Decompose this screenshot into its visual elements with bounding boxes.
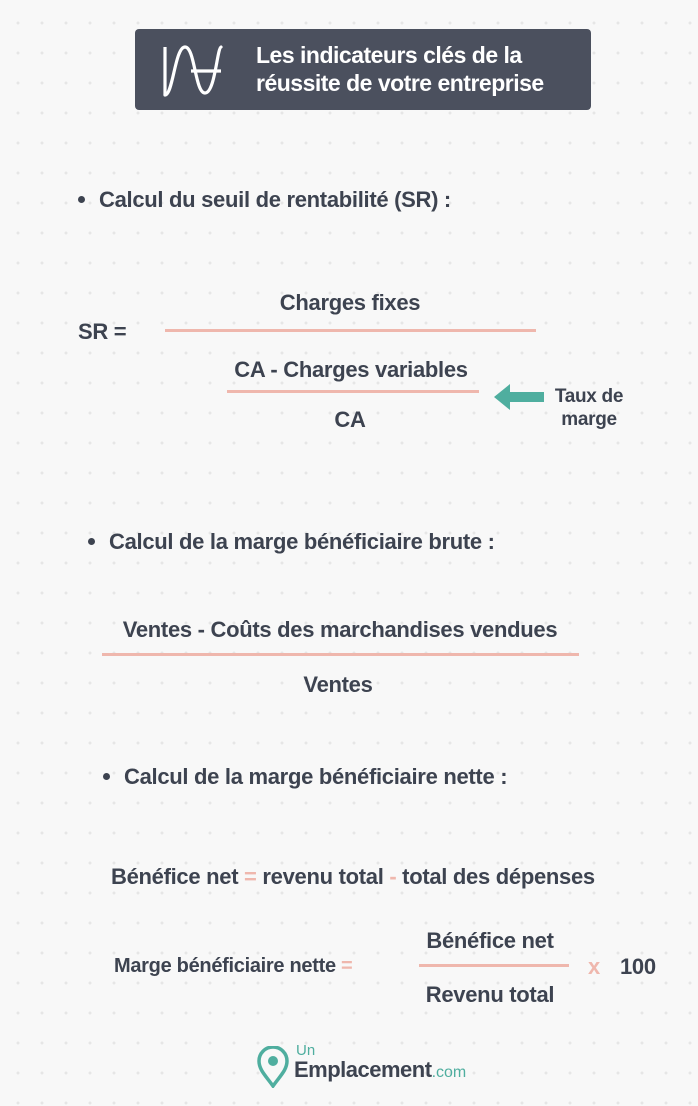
header-title-line2: réussite de votre entreprise	[256, 70, 544, 96]
section2-heading-text: Calcul de la marge bénéficiaire brute :	[109, 529, 495, 554]
sr-lhs: SR =	[78, 319, 127, 344]
section1-heading-text: Calcul du seuil de rentabilité (SR) :	[99, 187, 451, 212]
sr-main-fraction-bar	[165, 329, 536, 332]
eq2-factor: 100	[620, 954, 656, 979]
bullet-dot	[88, 538, 95, 545]
section2-heading	[88, 528, 495, 556]
header-title	[256, 41, 576, 97]
eq2-numerator: Bénéfice net	[426, 928, 554, 953]
bullet-dot	[103, 773, 110, 780]
net-profit-equation	[111, 863, 595, 891]
section1-heading	[78, 186, 451, 214]
brute-fraction-bar	[102, 653, 579, 656]
sr-inner-fraction-bar	[227, 390, 479, 393]
header-banner	[135, 29, 591, 110]
eq2-equals-sign: =	[341, 955, 353, 977]
map-pin-icon	[256, 1046, 290, 1088]
eq2-times-sign: x	[588, 954, 600, 979]
footer-logo-un: Un	[296, 1042, 316, 1059]
eq1-term-revenu-total: revenu total	[262, 864, 384, 889]
eq1-term-benefice-net: Bénéfice net	[111, 864, 239, 889]
section3-heading-text: Calcul de la marge bénéficiaire nette :	[124, 764, 508, 789]
waveform-logo-icon	[161, 41, 225, 99]
sr-inner-numerator: CA - Charges variables	[234, 357, 468, 382]
header-title-line1: Les indicateurs clés de la	[256, 42, 522, 68]
annotation-line1: Taux de	[554, 386, 624, 407]
footer-logo-suffix: .com	[431, 1064, 467, 1081]
eq1-term-total-depenses: total des dépenses	[402, 864, 595, 889]
eq1-minus-sign: -	[389, 864, 397, 889]
eq2-fraction-bar	[419, 964, 569, 967]
eq1-equals-sign: =	[244, 864, 257, 889]
eq2-lhs	[114, 953, 352, 979]
brute-denominator: Ventes	[303, 672, 373, 697]
section3-heading	[103, 763, 507, 791]
sr-numerator: Charges fixes	[279, 290, 421, 315]
annotation-line2: marge	[561, 409, 617, 430]
arrow-left-icon	[494, 382, 546, 412]
bullet-dot	[78, 196, 85, 203]
taux-de-marge-annotation	[546, 385, 632, 431]
brute-numerator: Ventes - Coûts des marchandises vendues	[122, 617, 558, 642]
sr-inner-denominator: CA	[334, 407, 366, 432]
footer-logo	[256, 1042, 467, 1089]
footer-logo-wordmark	[294, 1057, 466, 1083]
footer-logo-main: Emplacement	[294, 1057, 432, 1082]
eq2-denominator: Revenu total	[425, 982, 555, 1007]
eq2-lhs-text: Marge bénéficiaire nette	[114, 955, 336, 977]
